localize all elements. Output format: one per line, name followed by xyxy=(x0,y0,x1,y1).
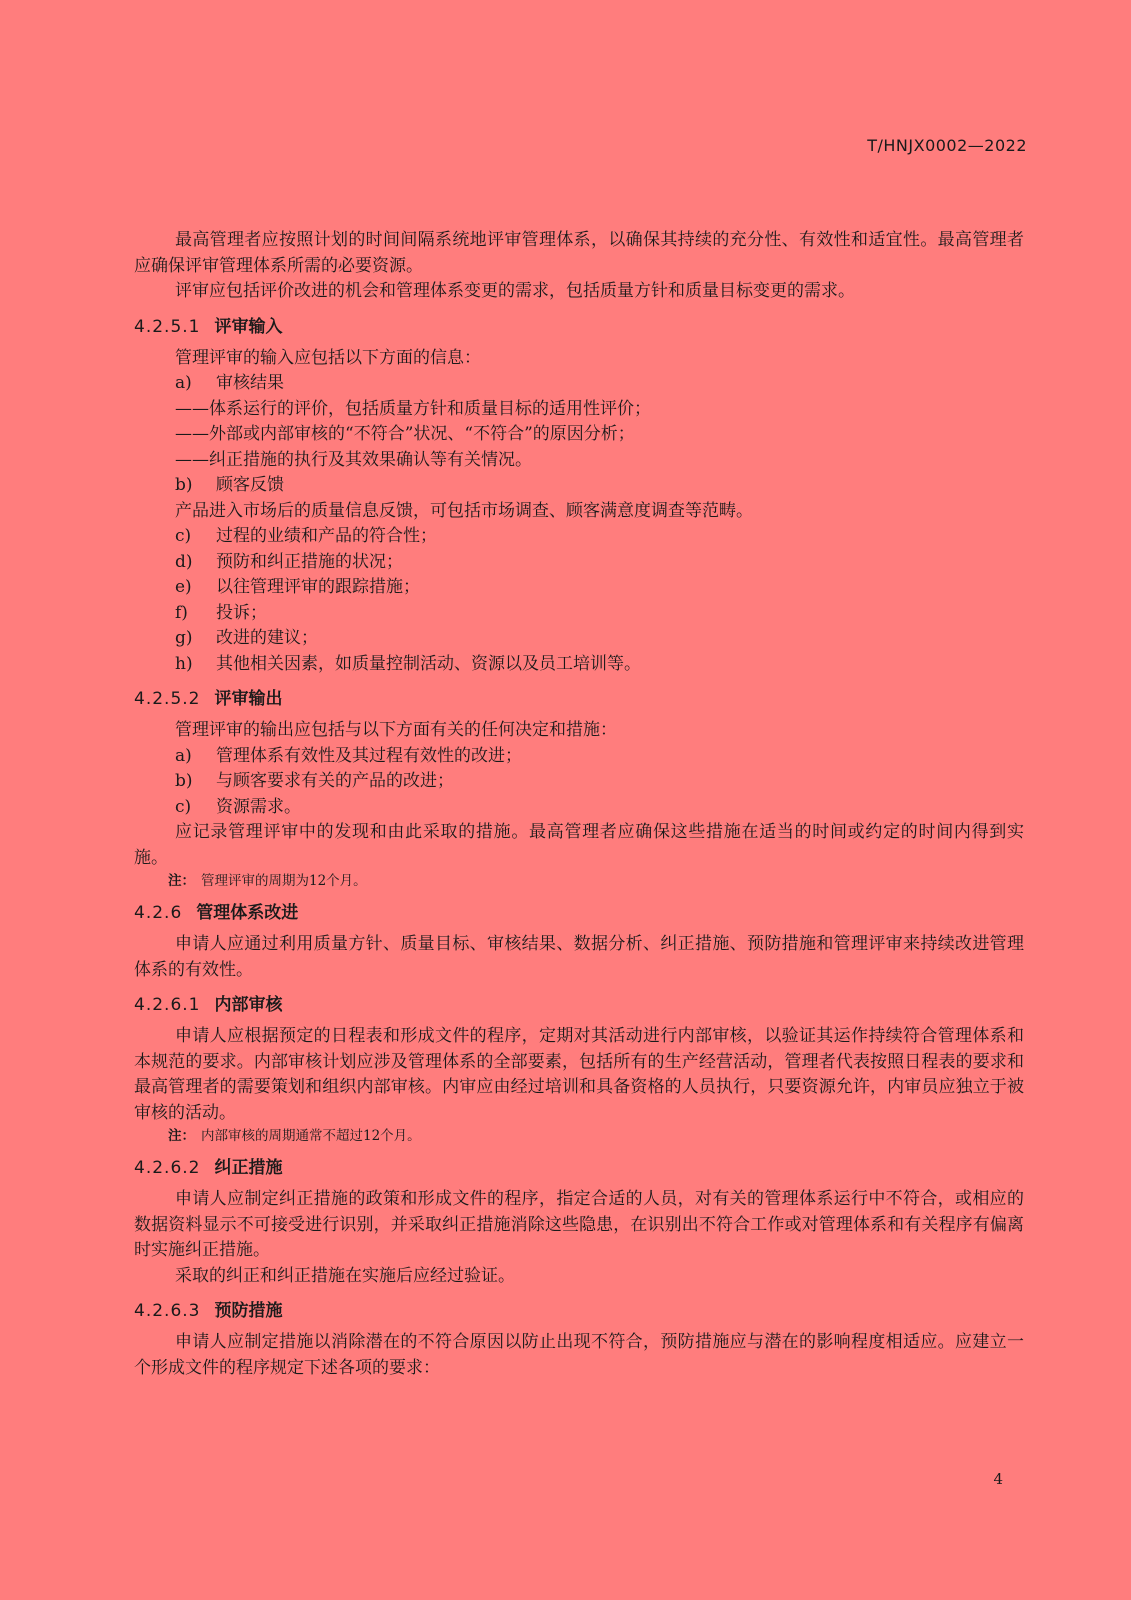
note xyxy=(134,871,1024,891)
section-4-2-6-2-heading xyxy=(134,1156,1024,1181)
review-output-lead: 管理评审的输出应包括与以下方面有关的任何决定和措施： xyxy=(175,720,617,740)
note xyxy=(134,1126,1024,1146)
item-marker: c) xyxy=(175,796,192,817)
list-item xyxy=(134,371,1024,397)
item-marker: g) xyxy=(175,628,193,648)
section-number: 4.2.6 xyxy=(134,903,183,923)
section-title: 评审输出 xyxy=(214,689,283,709)
corrective-action-verify: 采取的纠正和纠正措施在实施后应经过验证。 xyxy=(175,1265,515,1286)
list-item xyxy=(134,550,1024,576)
item-text: 预防和纠正措施的状况； xyxy=(216,551,403,572)
section-number: 4.2.6.3 xyxy=(134,1301,201,1321)
note-label: 注： xyxy=(168,1128,195,1144)
document-body xyxy=(134,228,1024,1381)
customer-feedback-detail: 产品进入市场后的质量信息反馈，可包括市场调查、顾客满意度调查等范畴。 xyxy=(175,500,753,521)
item-text: 其他相关因素，如质量控制活动、资源以及员工培训等。 xyxy=(216,653,641,674)
item-text: 资源需求。 xyxy=(216,796,301,817)
section-4-2-6-1-heading xyxy=(134,993,1024,1018)
section-title: 评审输入 xyxy=(214,316,283,337)
internal-audit-paragraph: 申请人应根据预定的日程表和形成文件的程序，定期对其活动进行内部审核，以验证其运作持续符合管理体系和本规范的要求。内部审核计划应涉及管理体系的全部要素，包括所有的生产经营活动，管理者代表按照日程表的要求和最高管理者的需要策划和组织内部审核。内审应由经过培训和具备资格的人员执行，只要资源允许，内审员应独立于被审核的活动。 xyxy=(134,1026,1024,1123)
dash-item: ——纠正措施的执行及其效果确认等有关情况。 xyxy=(175,449,532,470)
section-number: 4.2.5.1 xyxy=(134,316,201,337)
item-marker: d) xyxy=(175,551,193,572)
item-text: 管理体系有效性及其过程有效性的改进； xyxy=(216,745,522,766)
standard-code: T/HNJX0002—2022 xyxy=(867,136,1027,155)
note-text: 管理评审的周期为12个月。 xyxy=(201,873,367,889)
item-text: 以往管理评审的跟踪措施； xyxy=(216,577,420,597)
section-4-2-6-3-heading xyxy=(134,1299,1024,1324)
item-marker: c) xyxy=(175,526,192,546)
list-item xyxy=(134,769,1024,795)
item-marker: b) xyxy=(175,475,193,495)
item-text: 与顾客要求有关的产品的改进； xyxy=(216,771,454,791)
section-title: 内部审核 xyxy=(214,995,283,1015)
item-marker: a) xyxy=(175,373,192,393)
section-4-2-6-heading xyxy=(134,901,1024,926)
intro-paragraph-2: 评审应包括评价改进的机会和管理体系变更的需求，包括质量方针和质量目标变更的需求。 xyxy=(175,281,855,301)
note-text: 内部审核的周期通常不超过12个月。 xyxy=(201,1128,421,1144)
list-item xyxy=(134,575,1024,601)
preventive-action-paragraph: 申请人应制定措施以消除潜在的不符合原因以防止出现不符合，预防措施应与潜在的影响程度相适应。应建立一个形成文件的程序规定下述各项的要求： xyxy=(134,1332,1024,1378)
item-marker: h) xyxy=(175,653,193,674)
list-item xyxy=(134,601,1024,627)
section-number: 4.2.6.1 xyxy=(134,995,201,1015)
review-input-lead: 管理评审的输入应包括以下方面的信息： xyxy=(175,347,481,368)
item-marker: e) xyxy=(175,577,192,597)
list-item xyxy=(134,626,1024,652)
section-title: 管理体系改进 xyxy=(196,903,299,923)
item-text: 改进的建议； xyxy=(216,628,318,648)
review-output-paragraph: 应记录管理评审中的发现和由此采取的措施。最高管理者应确保这些措施在适当的时间或约定的时间内得到实施。 xyxy=(134,822,1024,868)
item-text: 顾客反馈 xyxy=(216,475,284,495)
note-label: 注： xyxy=(168,873,195,889)
item-marker: b) xyxy=(175,771,193,791)
item-text: 投诉； xyxy=(216,602,267,623)
section-title: 预防措施 xyxy=(214,1301,283,1321)
item-marker: f) xyxy=(175,602,188,623)
item-text: 审核结果 xyxy=(216,373,284,393)
list-item xyxy=(134,473,1024,499)
list-item xyxy=(134,652,1024,678)
dash-item: ——外部或内部审核的“不符合”状况、“不符合”的原因分析； xyxy=(175,424,635,444)
item-marker: a) xyxy=(175,745,192,766)
section-4-2-5-1-heading xyxy=(134,315,1024,340)
corrective-action-paragraph: 申请人应制定纠正措施的政策和形成文件的程序，指定合适的人员，对有关的管理体系运行中不符合，或相应的数据资料显示不可接受进行识别，并采取纠正措施消除这些隐患，在识别出不符合工作或对管理体系和有关程序有偏离时实施纠正措施。 xyxy=(134,1189,1024,1260)
list-item xyxy=(134,524,1024,550)
page-number: 4 xyxy=(993,1470,1003,1488)
list-item xyxy=(134,795,1024,821)
improvement-paragraph: 申请人应通过利用质量方针、质量目标、审核结果、数据分析、纠正措施、预防措施和管理评审来持续改进管理体系的有效性。 xyxy=(134,934,1024,980)
list-item xyxy=(134,744,1024,770)
item-text: 过程的业绩和产品的符合性； xyxy=(216,526,437,546)
section-title: 纠正措施 xyxy=(214,1158,283,1178)
section-number: 4.2.6.2 xyxy=(134,1158,201,1178)
intro-paragraph-1: 最高管理者应按照计划的时间间隔系统地评审管理体系，以确保其持续的充分性、有效性和适宜性。最高管理者应确保评审管理体系所需的必要资源。 xyxy=(134,230,1024,276)
dash-item: ——体系运行的评价，包括质量方针和质量目标的适用性评价； xyxy=(175,398,651,419)
section-number: 4.2.5.2 xyxy=(134,689,201,709)
section-4-2-5-2-heading xyxy=(134,687,1024,712)
